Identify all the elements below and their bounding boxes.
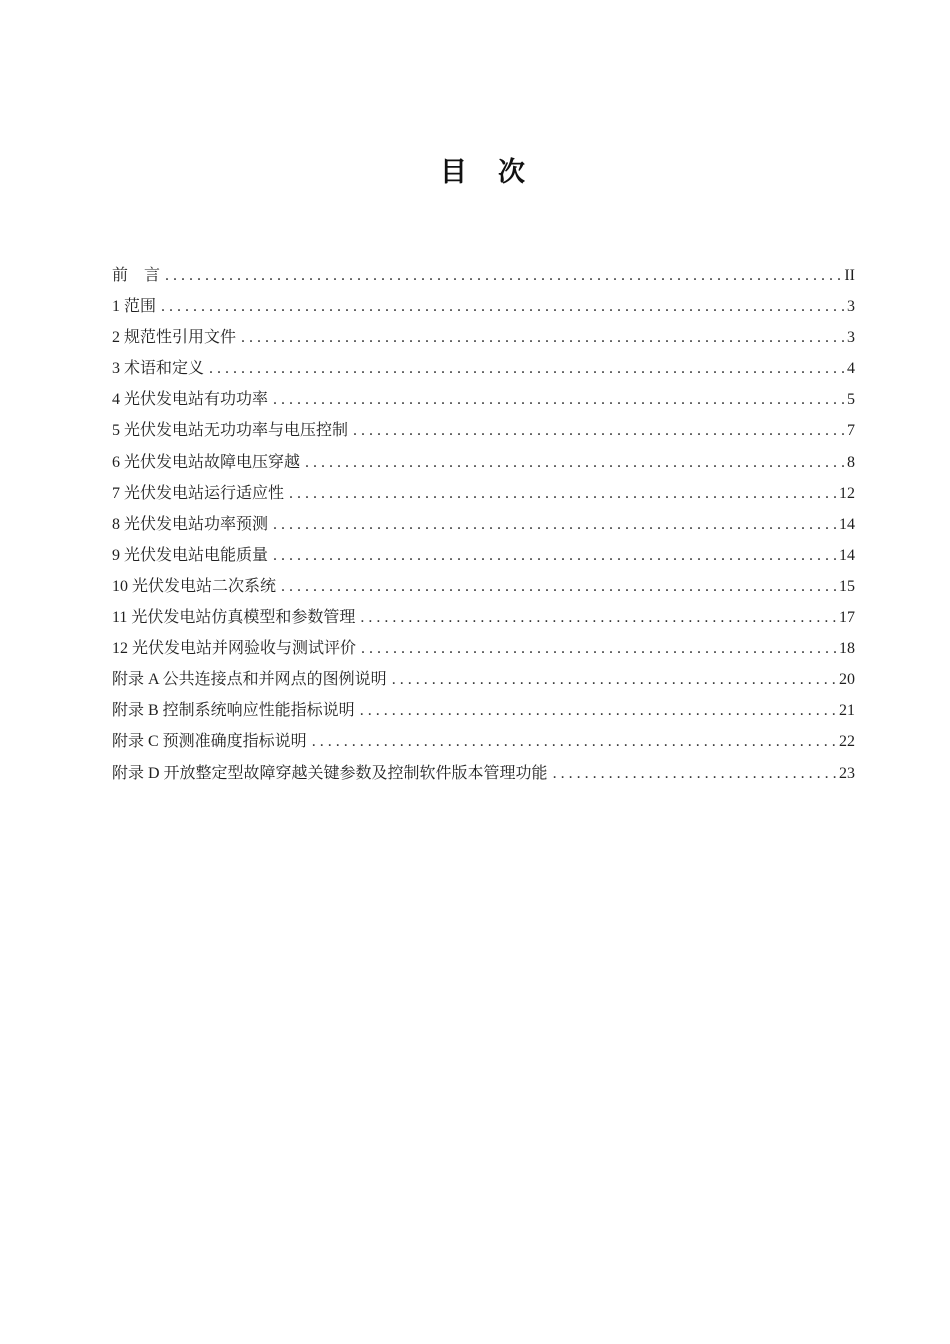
toc-entry[interactable] xyxy=(112,602,855,633)
toc-entry-page: 12 xyxy=(839,484,855,502)
toc-entry-label: 附录 C 预测准确度指标说明 xyxy=(112,733,307,751)
toc-dot-leader xyxy=(281,571,836,602)
toc-dot-leader xyxy=(353,415,844,446)
toc-dot-leader xyxy=(360,695,836,726)
toc-entry-page: 8 xyxy=(847,453,855,471)
toc-entry-page: 20 xyxy=(839,671,855,689)
toc-entry[interactable] xyxy=(112,478,855,509)
toc-entry-page: 7 xyxy=(847,422,855,440)
toc-entry-page: 17 xyxy=(839,609,855,627)
toc-entry[interactable] xyxy=(112,384,855,415)
toc-dot-leader xyxy=(161,291,844,322)
toc-entry-label: 12 光伏发电站并网验收与测试评价 xyxy=(112,640,357,658)
toc-entry[interactable] xyxy=(112,664,855,695)
toc-entry-page: 14 xyxy=(839,515,855,533)
toc-entry-page: 5 xyxy=(847,391,855,409)
toc-entry[interactable] xyxy=(112,540,855,571)
toc-entry-label: 11 光伏发电站仿真模型和参数管理 xyxy=(112,609,356,627)
toc-entry[interactable] xyxy=(112,260,855,291)
toc-entry-page: 4 xyxy=(847,360,855,378)
toc-entry-label: 附录 D 开放整定型故障穿越关键参数及控制软件版本管理功能 xyxy=(112,764,548,782)
toc-entry[interactable] xyxy=(112,322,855,353)
toc-entry-page: 21 xyxy=(839,702,855,720)
toc-list xyxy=(112,260,855,789)
toc-entry-label: 附录 A 公共连接点和并网点的图例说明 xyxy=(112,671,387,689)
toc-dot-leader xyxy=(553,758,836,789)
toc-dot-leader xyxy=(305,447,844,478)
toc-dot-leader xyxy=(165,260,841,291)
toc-entry[interactable] xyxy=(112,726,855,757)
toc-entry-page: II xyxy=(844,267,855,284)
toc-entry-label: 附录 B 控制系统响应性能指标说明 xyxy=(112,702,355,720)
toc-dot-leader xyxy=(312,726,836,757)
toc-dot-leader xyxy=(361,633,836,664)
toc-entry-label: 4 光伏发电站有功功率 xyxy=(112,391,269,409)
toc-dot-leader xyxy=(273,540,836,571)
toc-dot-leader xyxy=(241,322,844,353)
page-title: 目 次 xyxy=(440,157,527,187)
toc-entry[interactable] xyxy=(112,353,855,384)
toc-entry[interactable] xyxy=(112,571,855,602)
toc-entry[interactable] xyxy=(112,695,855,726)
toc-dot-leader xyxy=(209,353,844,384)
toc-entry-page: 3 xyxy=(847,298,855,316)
toc-entry-page: 18 xyxy=(839,640,855,658)
toc-entry[interactable] xyxy=(112,633,855,664)
toc-entry-label: 1 范围 xyxy=(112,298,157,316)
toc-entry-page: 15 xyxy=(839,577,855,595)
toc-entry-label: 7 光伏发电站运行适应性 xyxy=(112,484,285,502)
toc-entry-page: 14 xyxy=(839,546,855,564)
toc-dot-leader xyxy=(273,509,836,540)
toc-entry-label: 9 光伏发电站电能质量 xyxy=(112,546,269,564)
toc-dot-leader xyxy=(360,602,836,633)
toc-entry[interactable] xyxy=(112,509,855,540)
toc-entry-label: 8 光伏发电站功率预测 xyxy=(112,515,269,533)
toc-dot-leader xyxy=(273,384,844,415)
toc-entry-label: 10 光伏发电站二次系统 xyxy=(112,577,277,595)
toc-entry-page: 3 xyxy=(847,329,855,347)
toc-entry-label: 2 规范性引用文件 xyxy=(112,329,237,347)
toc-entry-page: 23 xyxy=(839,764,855,782)
toc-entry[interactable] xyxy=(112,447,855,478)
toc-entry[interactable] xyxy=(112,758,855,789)
toc-dot-leader xyxy=(289,478,836,509)
toc-entry-label: 5 光伏发电站无功功率与电压控制 xyxy=(112,422,349,440)
toc-entry-label: 前 言 xyxy=(112,267,161,284)
toc-entry-page: 22 xyxy=(839,733,855,751)
toc-entry[interactable] xyxy=(112,291,855,322)
toc-entry-label: 3 术语和定义 xyxy=(112,360,205,378)
toc-entry-label: 6 光伏发电站故障电压穿越 xyxy=(112,453,301,471)
toc-dot-leader xyxy=(392,664,836,695)
toc-entry[interactable] xyxy=(112,415,855,446)
